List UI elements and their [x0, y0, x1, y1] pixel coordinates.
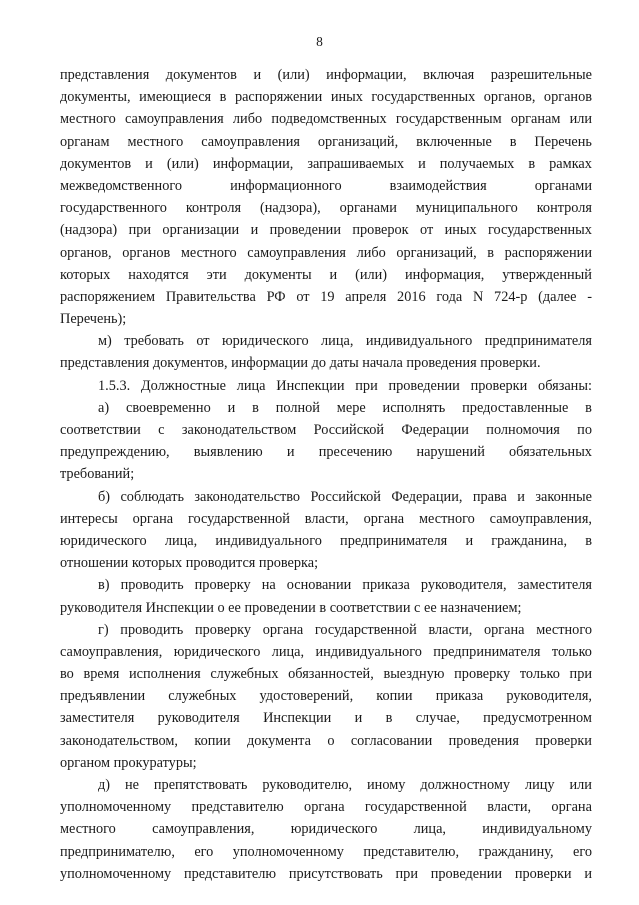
word: руководителя, — [420, 577, 507, 594]
word: документы, — [60, 89, 131, 106]
word: копии — [194, 732, 231, 749]
text-line: органом прокуратуры; — [60, 754, 197, 771]
word: обязаны: — [538, 377, 592, 394]
word: копии — [376, 688, 413, 705]
text-line — [60, 841, 592, 863]
word: от — [196, 333, 210, 350]
word: Российской — [313, 422, 385, 438]
word: лица, — [164, 532, 198, 549]
text-line — [60, 86, 592, 108]
word: на — [261, 577, 276, 594]
word: государственной — [188, 510, 290, 527]
word: основании — [286, 577, 352, 594]
word: N — [472, 288, 484, 305]
word: исполнения — [129, 666, 201, 683]
word: местного — [127, 133, 184, 150]
word: межведомственного — [60, 177, 183, 194]
text-line — [60, 131, 592, 153]
text-line: представления документов, информации до даты начала проведения проверки. — [60, 355, 541, 372]
text-line — [60, 530, 592, 552]
word: лица, — [321, 333, 354, 350]
document-body — [60, 64, 592, 885]
word: органов — [543, 89, 592, 106]
text-line — [60, 863, 592, 885]
word: законодательство — [194, 488, 301, 505]
word: государственного — [60, 200, 167, 217]
word: индивидуального — [365, 333, 473, 350]
word: приказа — [362, 577, 410, 594]
word: (или) — [355, 266, 388, 283]
word: лица, — [271, 643, 305, 660]
word: и — [418, 155, 426, 172]
word: руководителя, — [506, 688, 592, 705]
word: при — [355, 377, 378, 394]
word: в — [528, 155, 536, 172]
word: информации, — [212, 155, 294, 172]
text-line — [60, 663, 592, 685]
text-line — [60, 619, 592, 641]
word: предоставленные — [462, 399, 569, 416]
word: контроля — [536, 200, 592, 217]
word: выездную — [383, 666, 445, 683]
text-line — [60, 641, 592, 663]
word: в — [385, 710, 393, 727]
word: при — [569, 666, 592, 683]
word: юридического — [290, 821, 378, 838]
word: права — [472, 488, 507, 505]
word: удостоверений, — [259, 688, 354, 705]
word: либо — [232, 111, 263, 128]
word: в — [585, 399, 592, 416]
word: его — [572, 843, 592, 860]
word: органов — [122, 244, 171, 261]
word: (далее — [538, 288, 577, 305]
word: уполномоченному — [60, 865, 172, 882]
word: государственной — [314, 621, 417, 638]
word: г) — [98, 621, 109, 638]
word: при — [128, 222, 152, 239]
word: которых — [60, 266, 111, 283]
word: органам — [60, 133, 110, 150]
text-line — [60, 441, 592, 463]
page-number: 8 — [316, 34, 323, 49]
text-line — [60, 730, 592, 752]
word: в — [487, 244, 495, 261]
word: служебных — [210, 666, 279, 683]
word: своевременно — [125, 399, 211, 416]
word: эти — [206, 266, 227, 283]
word: и — [227, 399, 236, 416]
word: органам — [510, 111, 561, 128]
word: проверки — [535, 732, 592, 749]
word: Перечень — [534, 133, 592, 150]
word: исполнять — [382, 399, 446, 416]
word: юридического — [60, 532, 147, 549]
word: пресечению — [318, 444, 393, 461]
word: мере — [336, 399, 366, 416]
word: включенные — [416, 133, 492, 150]
word: законодательством — [181, 422, 297, 438]
word: власти, — [487, 799, 532, 816]
word: уполномоченному — [60, 799, 172, 816]
text-line — [60, 330, 592, 352]
word: лицу — [524, 777, 555, 793]
word: органа — [484, 621, 525, 638]
word: местного — [60, 111, 116, 128]
text-line — [60, 264, 592, 286]
text-line — [60, 197, 592, 219]
text-line — [60, 818, 592, 840]
word: служебных — [168, 688, 237, 705]
word: в — [252, 399, 259, 416]
word: и — [465, 532, 474, 549]
text-line — [60, 375, 592, 397]
word: информация, — [404, 266, 485, 283]
word: государственным — [395, 111, 502, 128]
text-line — [60, 153, 592, 175]
word: органа — [363, 510, 405, 527]
word: только — [519, 666, 560, 683]
word: организации — [162, 222, 240, 239]
word: лица — [236, 377, 266, 394]
word: органа — [304, 799, 345, 816]
word: с — [158, 422, 165, 438]
word: выявлению — [193, 444, 263, 461]
word: м) — [98, 333, 112, 350]
word: государственных — [488, 222, 592, 239]
word: органами — [339, 200, 397, 217]
text-line — [60, 486, 592, 508]
word: законодательством, — [60, 732, 178, 749]
word: требовать — [124, 333, 184, 350]
word: 724-р — [494, 288, 528, 305]
word: государственной — [364, 799, 467, 816]
word: проведения — [448, 732, 519, 749]
word: проверки — [470, 377, 528, 394]
word: индивидуальному — [482, 821, 592, 838]
word: согласовании — [350, 732, 433, 749]
word: иному — [367, 777, 406, 793]
word: по — [577, 422, 592, 438]
word: в — [219, 89, 227, 106]
word: самоуправления, — [60, 643, 163, 660]
word: законные — [535, 488, 592, 505]
word: рамках — [549, 155, 592, 172]
word: представителю — [191, 799, 284, 816]
text-line — [60, 774, 592, 796]
word: а) — [98, 399, 110, 416]
word: - — [587, 288, 592, 305]
word: РФ — [266, 288, 286, 305]
word: (надзора) — [60, 222, 118, 239]
word: только — [551, 643, 592, 660]
word: проводить — [120, 577, 184, 594]
word: распоряжении — [234, 89, 323, 106]
word: гражданина, — [491, 532, 568, 549]
word: документы — [244, 266, 312, 283]
word: во — [60, 666, 74, 683]
word: и — [145, 155, 153, 172]
word: органами — [534, 177, 592, 194]
word: время — [83, 666, 120, 683]
word: (надзора), — [259, 200, 321, 217]
word: присутствовать — [288, 865, 383, 882]
word: обязанностей, — [288, 666, 374, 683]
word: или — [569, 111, 592, 128]
word: предъявлении — [60, 688, 146, 705]
text-line — [60, 108, 592, 130]
word: препятствовать — [153, 777, 248, 793]
word: власти, — [428, 621, 473, 638]
word: организаций, — [317, 133, 399, 150]
word: проверку — [195, 621, 252, 638]
text-line — [60, 286, 592, 308]
word: включая — [423, 67, 475, 83]
text-line — [60, 219, 592, 241]
word: контроля — [185, 200, 242, 217]
word: в) — [98, 577, 110, 594]
word: иных — [444, 222, 477, 239]
word: органа — [132, 510, 174, 527]
word: проверок — [352, 222, 409, 239]
word: взаимодействия — [389, 177, 487, 194]
word: юридического — [221, 333, 309, 350]
word: 2016 — [397, 288, 426, 305]
word: предупреждению, — [60, 444, 170, 461]
word: предпринимателя — [433, 643, 541, 660]
word: самоуправления — [125, 111, 224, 128]
word: д) — [98, 777, 111, 793]
word: или — [569, 777, 592, 793]
word: индивидуального — [315, 643, 422, 660]
word: (или) — [277, 67, 310, 83]
word: распоряжением — [60, 288, 156, 305]
text-line — [60, 64, 592, 86]
word: находятся — [128, 266, 189, 283]
word: уполномоченному — [232, 843, 344, 860]
text-line — [60, 242, 592, 264]
word: обязательных — [509, 444, 592, 461]
word: разрешительные — [490, 67, 592, 83]
word: апреля — [345, 288, 387, 305]
word: проверку — [194, 577, 251, 594]
word: предпринимателя — [484, 333, 592, 350]
word: информации, — [326, 67, 407, 83]
word: при — [395, 865, 418, 882]
word: о — [327, 732, 335, 749]
word: органов, — [483, 89, 536, 106]
word: власти, — [304, 510, 349, 527]
word: полной — [275, 399, 320, 416]
word: и — [286, 444, 295, 461]
word: представителю — [183, 865, 277, 882]
text-line — [60, 419, 592, 441]
word: представления — [60, 67, 150, 83]
word: гражданину, — [478, 843, 554, 860]
word: документа — [247, 732, 311, 749]
word: предпринимателю, — [60, 843, 175, 860]
word: самоуправления — [201, 133, 300, 150]
word: проведении — [269, 222, 341, 239]
word: проведении — [388, 377, 460, 394]
word: от — [296, 288, 310, 305]
word: должностному — [420, 777, 511, 793]
word: и — [584, 865, 592, 882]
word: Федерации, — [391, 488, 463, 505]
word: (или) — [166, 155, 199, 172]
word: года — [436, 288, 463, 305]
word: местного — [180, 244, 237, 261]
word: проведении — [430, 865, 503, 882]
word: юридического — [173, 643, 261, 660]
word: соответствии — [60, 422, 141, 438]
word: самоуправления, — [152, 821, 255, 838]
word: полномочия — [486, 422, 560, 438]
word: представителю, — [363, 843, 460, 860]
text-line: Перечень); — [60, 311, 127, 328]
text-line — [60, 796, 592, 818]
word: индивидуального — [215, 532, 322, 549]
word: запрашиваемых — [307, 155, 405, 172]
word: органа — [551, 799, 592, 816]
word: Инспекции — [276, 377, 345, 394]
word: и — [329, 266, 338, 283]
word: Должностные — [140, 377, 226, 394]
text-line — [60, 707, 592, 729]
word: и — [354, 710, 363, 727]
word: муниципального — [415, 200, 518, 217]
word: документов — [60, 155, 132, 172]
word: организаций, — [396, 244, 477, 261]
word: местного — [60, 821, 116, 838]
word: не — [124, 777, 139, 793]
word: предусмотренном — [483, 710, 592, 727]
text-line: требований; — [60, 466, 135, 483]
word: получаемых — [439, 155, 515, 172]
word: местного — [418, 510, 475, 527]
word: приказа — [435, 688, 484, 705]
word: лица, — [413, 821, 446, 838]
text-line: отношении которых проводится проверка; — [60, 555, 319, 572]
word: Российской — [310, 488, 381, 505]
word: распоряжении — [504, 244, 592, 261]
word: иных — [330, 89, 363, 106]
word: самоуправления — [247, 244, 346, 261]
word: проверку — [454, 666, 511, 683]
word: проводить — [120, 621, 184, 638]
word: подведомственных — [271, 111, 387, 128]
word: его — [194, 843, 214, 860]
word: Инспекции — [263, 710, 332, 727]
word: документов — [165, 67, 237, 83]
word: информационного — [230, 177, 342, 194]
word: имеющиеся — [139, 89, 212, 106]
word: случае, — [415, 710, 460, 727]
word: соблюдать — [120, 488, 184, 505]
text-line: руководителя Инспекции о ее проведении в соответствии с ее назначением; — [60, 599, 522, 616]
word: утвержденный — [502, 266, 592, 283]
word: руководителя — [157, 710, 240, 727]
word: заместителя — [517, 577, 592, 594]
word: б) — [98, 488, 111, 505]
word: 19 — [320, 288, 335, 305]
word: руководителю, — [262, 777, 353, 793]
word: и — [517, 488, 525, 505]
text-line — [60, 508, 592, 530]
text-line — [60, 175, 592, 197]
text-line — [60, 685, 592, 707]
word: и — [253, 67, 262, 83]
word: в — [585, 532, 592, 549]
word: нарушений — [416, 444, 485, 461]
word: интересы — [60, 510, 118, 527]
word: государственных — [371, 89, 476, 106]
word: Правительства — [165, 288, 256, 305]
word: и — [250, 222, 259, 239]
word: самоуправления, — [489, 510, 592, 527]
word: проверки — [514, 865, 572, 882]
word: в — [509, 133, 517, 150]
text-line — [60, 574, 592, 596]
word: предпринимателя — [340, 532, 448, 549]
word: от — [419, 222, 434, 239]
word: местного — [536, 621, 592, 638]
text-line — [60, 397, 592, 419]
word: органов, — [60, 244, 112, 261]
word: либо — [356, 244, 386, 261]
word: Федерации — [401, 422, 469, 438]
word: 1.5.3. — [98, 377, 131, 394]
word: органа — [262, 621, 304, 638]
word: заместителя — [60, 710, 135, 727]
